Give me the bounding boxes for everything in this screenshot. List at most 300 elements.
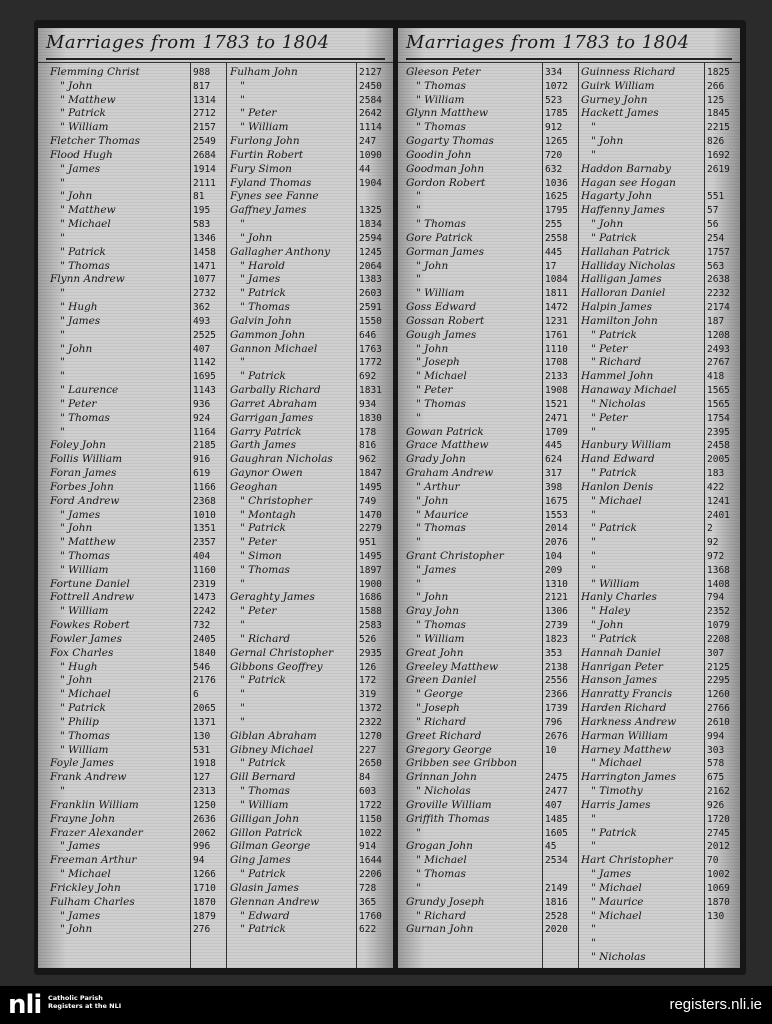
register-name-entry: Hart Christopher bbox=[581, 854, 673, 867]
register-number-entry: 578 bbox=[707, 758, 725, 770]
register-number-entry: 728 bbox=[359, 882, 377, 894]
register-number-entry: 2005 bbox=[707, 454, 730, 466]
register-number-entry: 796 bbox=[545, 716, 563, 728]
register-name-entry: Flynn Andrew bbox=[50, 273, 125, 286]
register-name-entry: " Patrick bbox=[240, 370, 286, 383]
register-name-entry: " bbox=[591, 508, 596, 521]
register-number-entry: 2935 bbox=[359, 647, 382, 659]
register-number-entry: 632 bbox=[545, 163, 563, 175]
register-number-entry: 81 bbox=[193, 191, 205, 203]
register-number-entry: 2157 bbox=[193, 122, 216, 134]
register-name-entry: " bbox=[416, 881, 421, 894]
register-name-entry: " Patrick bbox=[591, 522, 637, 535]
register-name-entry: Gibbons Geoffrey bbox=[230, 660, 323, 673]
register-number-entry: 2138 bbox=[545, 661, 568, 673]
register-name-entry: " Peter bbox=[591, 411, 628, 424]
register-number-entry: 583 bbox=[193, 219, 211, 231]
register-number-entry: 1914 bbox=[193, 163, 216, 175]
register-number-entry: 1918 bbox=[193, 758, 216, 770]
register-name-entry: " Peter bbox=[240, 107, 277, 120]
register-name-entry: " bbox=[240, 356, 245, 369]
register-name-entry: " Michael bbox=[60, 868, 111, 881]
register-number-entry: 2642 bbox=[359, 108, 382, 120]
register-name-entry: " Patrick bbox=[240, 923, 286, 936]
register-name-entry: " Nicholas bbox=[416, 785, 471, 798]
register-name-entry: Hanrigan Peter bbox=[581, 660, 663, 673]
register-number-entry: 1795 bbox=[545, 205, 568, 217]
register-number-entry: 563 bbox=[707, 260, 725, 272]
register-name-entry: " Hugh bbox=[60, 660, 98, 673]
register-name-entry: " John bbox=[591, 135, 624, 148]
register-name-entry: Gleeson Peter bbox=[406, 66, 481, 78]
register-name-entry: " Michael bbox=[60, 218, 111, 231]
register-name-entry: " Patrick bbox=[240, 757, 286, 770]
register-number-entry: 926 bbox=[707, 799, 725, 811]
register-number-entry: 1160 bbox=[193, 564, 216, 576]
right-page bbox=[398, 28, 740, 968]
register-name-entry: Fulham Charles bbox=[50, 895, 135, 908]
register-number-entry: 6 bbox=[193, 689, 199, 701]
register-number-entry: 1845 bbox=[707, 108, 730, 120]
register-number-entry: 56 bbox=[707, 219, 719, 231]
register-name-entry: " Nicholas bbox=[591, 951, 646, 963]
register-number-entry: 1686 bbox=[359, 592, 382, 604]
register-number-entry: 1084 bbox=[545, 274, 568, 286]
register-name-entry: " Thomas bbox=[60, 259, 110, 272]
register-number-entry: 1306 bbox=[545, 606, 568, 618]
register-name-entry: " bbox=[591, 923, 596, 936]
register-name-entry: " William bbox=[60, 743, 109, 756]
register-name-entry: " William bbox=[416, 287, 465, 300]
register-number-entry: 912 bbox=[545, 122, 563, 134]
register-name-entry: " bbox=[416, 273, 421, 286]
register-number-entry: 2065 bbox=[193, 703, 216, 715]
register-number-entry: 1825 bbox=[707, 67, 730, 78]
register-number-entry bbox=[707, 177, 739, 191]
register-name-entry: " William bbox=[240, 798, 289, 811]
register-number-entry: 1625 bbox=[545, 191, 568, 203]
register-name-entry: Grace Matthew bbox=[406, 439, 489, 452]
register-number-entry: 1485 bbox=[545, 813, 568, 825]
register-name-entry: Fulham John bbox=[230, 66, 298, 78]
register-number-entry: 546 bbox=[193, 661, 211, 673]
register-number-entry: 1110 bbox=[545, 343, 568, 355]
register-name-entry: Freeman Arthur bbox=[50, 854, 137, 867]
register-name-entry: " John bbox=[240, 231, 273, 244]
register-number-entry: 1695 bbox=[193, 371, 216, 383]
register-name-entry: Gribben see Gribbon bbox=[406, 757, 517, 770]
site-url-link[interactable]: registers.nli.ie bbox=[669, 996, 762, 1013]
register-name-entry: Harman William bbox=[581, 729, 669, 742]
register-number-entry: 247 bbox=[359, 136, 377, 148]
register-name-entry: " bbox=[416, 536, 421, 549]
register-name-entry: " Peter bbox=[416, 384, 453, 397]
register-number-entry: 2493 bbox=[707, 343, 730, 355]
register-name-entry: " John bbox=[416, 591, 449, 604]
register-name-entry: " bbox=[591, 549, 596, 562]
register-number-entry: 319 bbox=[359, 689, 377, 701]
register-number-entry: 531 bbox=[193, 744, 211, 756]
register-number-entry: 2528 bbox=[545, 910, 568, 922]
register-number-entry: 2185 bbox=[193, 440, 216, 452]
register-name-entry: " bbox=[416, 190, 421, 203]
register-name-entry: Gowan Patrick bbox=[406, 425, 484, 438]
register-number-entry: 936 bbox=[193, 398, 211, 410]
register-name-entry: Furtin Robert bbox=[230, 148, 304, 161]
register-name-entry: " bbox=[60, 231, 65, 244]
register-number-entry: 1588 bbox=[359, 606, 382, 618]
register-number-entry: 1266 bbox=[193, 869, 216, 881]
register-name-entry: Hallahan Patrick bbox=[581, 245, 671, 258]
register-name-entry: " Patrick bbox=[60, 107, 106, 120]
register-name-entry: Gaughran Nicholas bbox=[230, 453, 333, 466]
register-name-entry: " Nicholas bbox=[591, 397, 646, 410]
register-name-entry: " Matthew bbox=[60, 204, 116, 217]
register-name-entry: Gillon Patrick bbox=[230, 826, 303, 839]
register-name-entry: " Thomas bbox=[416, 218, 466, 231]
register-name-entry: Hackett James bbox=[581, 107, 659, 120]
register-number-entry: 1605 bbox=[545, 827, 568, 839]
register-name-entry: Furlong John bbox=[230, 135, 300, 148]
register-name-entry: Fox Charles bbox=[50, 646, 114, 659]
column-rule bbox=[190, 62, 191, 968]
register-name-entry: Halpin James bbox=[581, 301, 652, 314]
register-number-entry: 1143 bbox=[193, 385, 216, 397]
register-number-entry: 1150 bbox=[359, 813, 382, 825]
register-name-entry: " Peter bbox=[240, 536, 277, 549]
register-number-entry: 2583 bbox=[359, 620, 382, 632]
surname-column bbox=[50, 66, 188, 937]
register-name-entry: " bbox=[591, 937, 596, 950]
register-number-entry: 816 bbox=[359, 440, 377, 452]
register-name-entry: Goss Edward bbox=[406, 301, 477, 314]
register-name-entry: Green Daniel bbox=[406, 674, 477, 687]
register-number-entry: 365 bbox=[359, 896, 377, 908]
register-name-entry: Flemming Christ bbox=[50, 66, 140, 78]
register-name-entry: " Thomas bbox=[416, 868, 466, 881]
register-number-entry: 1785 bbox=[545, 108, 568, 120]
register-number-entry: 1565 bbox=[707, 385, 730, 397]
register-number-entry: 2475 bbox=[545, 772, 568, 784]
column-rule bbox=[226, 62, 227, 968]
register-name-entry: Gannon Michael bbox=[230, 342, 318, 355]
register-name-entry: Gogarty Thomas bbox=[406, 135, 494, 148]
register-name-entry: " bbox=[240, 715, 245, 728]
register-name-entry: Gregory George bbox=[406, 743, 492, 756]
register-number-entry: 2232 bbox=[707, 288, 730, 300]
register-number-entry: 2133 bbox=[545, 371, 568, 383]
register-number-entry: 1114 bbox=[359, 122, 382, 134]
register-name-entry: " Edward bbox=[240, 909, 290, 922]
nli-logo[interactable]: nli bbox=[8, 990, 42, 1020]
register-name-entry: " James bbox=[60, 909, 101, 922]
register-number-entry: 1270 bbox=[359, 730, 382, 742]
register-name-entry: " bbox=[416, 577, 421, 590]
register-name-entry: Harkness Andrew bbox=[581, 715, 677, 728]
register-number-entry: 353 bbox=[545, 647, 563, 659]
register-name-entry: " Michael bbox=[591, 881, 642, 894]
register-name-entry: Fyland Thomas bbox=[230, 176, 312, 189]
register-number-entry: 2208 bbox=[707, 633, 730, 645]
register-number-entry: 1495 bbox=[359, 550, 382, 562]
register-name-entry: Gibney Michael bbox=[230, 743, 314, 756]
register-number-entry: 126 bbox=[359, 661, 377, 673]
register-name-entry: Frazer Alexander bbox=[50, 826, 143, 839]
register-number-entry: 951 bbox=[359, 537, 377, 549]
register-name-entry: Fortune Daniel bbox=[50, 577, 130, 590]
register-number-entry: 603 bbox=[359, 786, 377, 798]
register-number-entry: 749 bbox=[359, 495, 377, 507]
register-name-entry: " Patrick bbox=[591, 632, 637, 645]
register-name-entry: " bbox=[240, 577, 245, 590]
register-name-entry: " James bbox=[591, 868, 632, 881]
register-name-entry: " Peter bbox=[240, 605, 277, 618]
register-name-entry: " bbox=[240, 79, 245, 92]
register-number-entry: 1072 bbox=[545, 80, 568, 92]
register-number-entry: 2313 bbox=[193, 786, 216, 798]
register-name-entry: " Haley bbox=[591, 605, 631, 618]
register-number-entry: 1471 bbox=[193, 260, 216, 272]
register-number-entry: 2014 bbox=[545, 523, 568, 535]
register-name-entry: " Hugh bbox=[60, 301, 98, 314]
register-number-entry: 2174 bbox=[707, 302, 730, 314]
register-number-entry: 2368 bbox=[193, 495, 216, 507]
register-number-entry: 1010 bbox=[193, 509, 216, 521]
register-name-entry: Hannah Daniel bbox=[581, 646, 661, 659]
register-number-entry: 914 bbox=[359, 841, 377, 853]
register-number-entry: 1325 bbox=[359, 205, 382, 217]
register-name-entry: Hammel John bbox=[581, 370, 654, 383]
register-number-entry: 1870 bbox=[193, 896, 216, 908]
register-name-entry: " bbox=[416, 411, 421, 424]
register-number-entry: 551 bbox=[707, 191, 725, 203]
register-name-entry: Fletcher Thomas bbox=[50, 135, 140, 148]
register-name-entry: " George bbox=[416, 688, 464, 701]
register-number-entry: 2594 bbox=[359, 232, 382, 244]
register-name-entry: " James bbox=[240, 273, 281, 286]
register-name-entry: " Laurence bbox=[60, 384, 119, 397]
register-number-entry: 1644 bbox=[359, 855, 382, 867]
register-name-entry: " bbox=[416, 204, 421, 217]
register-number-entry: 2549 bbox=[193, 136, 216, 148]
register-number-entry: 1208 bbox=[707, 329, 730, 341]
register-name-entry: Foley John bbox=[50, 439, 106, 452]
register-number-entry: 178 bbox=[359, 426, 377, 438]
register-name-entry: " bbox=[60, 425, 65, 438]
register-name-entry: " Patrick bbox=[240, 287, 286, 300]
register-name-entry: " Thomas bbox=[240, 301, 290, 314]
register-number-entry: 1473 bbox=[193, 592, 216, 604]
register-name-entry: Harris James bbox=[581, 798, 651, 811]
register-number-entry: 2242 bbox=[193, 606, 216, 618]
register-number-entry: 2739 bbox=[545, 620, 568, 632]
register-number-entry: 1090 bbox=[359, 149, 382, 161]
register-name-entry: Gough James bbox=[406, 328, 477, 341]
register-name-entry: Ford Andrew bbox=[50, 494, 120, 507]
register-name-entry: Ging James bbox=[230, 854, 291, 867]
register-name-entry: " John bbox=[60, 674, 93, 687]
register-number-entry: 2650 bbox=[359, 758, 382, 770]
register-name-entry: " William bbox=[591, 577, 640, 590]
register-number-entry: 1908 bbox=[545, 385, 568, 397]
register-number-entry: 994 bbox=[707, 730, 725, 742]
register-name-entry: Gilligan John bbox=[230, 812, 299, 825]
register-number-entry: 1831 bbox=[359, 385, 382, 397]
register-name-entry: Foyle James bbox=[50, 757, 114, 770]
register-number-entry: 334 bbox=[545, 67, 563, 78]
register-name-entry: " bbox=[240, 218, 245, 231]
register-number-entry: 2357 bbox=[193, 537, 216, 549]
register-name-entry: " Harold bbox=[240, 259, 286, 272]
register-name-entry: " James bbox=[60, 840, 101, 853]
register-number-entry: 362 bbox=[193, 302, 211, 314]
register-name-entry: Fynes see Fanne bbox=[230, 190, 319, 203]
register-name-entry: " bbox=[591, 425, 596, 438]
register-number-entry: 826 bbox=[707, 136, 725, 148]
register-number-entry: 1757 bbox=[707, 246, 730, 258]
register-name-entry: Gossan Robert bbox=[406, 314, 485, 327]
register-number-entry: 1470 bbox=[359, 509, 382, 521]
register-name-entry: " bbox=[591, 148, 596, 161]
register-number-entry: 1346 bbox=[193, 232, 216, 244]
register-name-entry: " Patrick bbox=[591, 231, 637, 244]
register-name-entry: Grant Christopher bbox=[406, 549, 504, 562]
register-number-entry: 1245 bbox=[359, 246, 382, 258]
register-name-entry: Frank Andrew bbox=[50, 771, 127, 784]
register-name-entry: Follis William bbox=[50, 453, 123, 466]
register-number-entry: 1458 bbox=[193, 246, 216, 258]
register-name-entry: " John bbox=[60, 79, 93, 92]
register-name-entry: " Matthew bbox=[60, 93, 116, 106]
register-number-entry: 1310 bbox=[545, 578, 568, 590]
register-number-entry: 916 bbox=[193, 454, 211, 466]
register-name-entry: Grinnan John bbox=[406, 771, 477, 784]
register-name-entry: Fowkes Robert bbox=[50, 619, 130, 632]
logo-caption: Catholic Parish Registers at the NLI bbox=[48, 994, 122, 1010]
register-name-entry: " bbox=[60, 328, 65, 341]
register-number-entry: 1760 bbox=[359, 910, 382, 922]
register-name-entry: " William bbox=[60, 605, 109, 618]
register-name-entry: " James bbox=[60, 508, 101, 521]
register-name-entry: Hanratty Francis bbox=[581, 688, 673, 701]
register-number-entry: 1241 bbox=[707, 495, 730, 507]
column-rule bbox=[578, 62, 579, 968]
column-rule bbox=[704, 62, 705, 968]
register-number-entry: 209 bbox=[545, 564, 563, 576]
register-name-entry: " Thomas bbox=[416, 619, 466, 632]
register-number-entry: 17 bbox=[545, 260, 557, 272]
register-number-entry: 622 bbox=[359, 924, 377, 936]
register-number-entry: 2 bbox=[707, 523, 713, 535]
register-number-entry bbox=[359, 190, 391, 204]
register-number-entry: 924 bbox=[193, 412, 211, 424]
register-name-entry: Graham Andrew bbox=[406, 467, 494, 480]
register-number-entry: 255 bbox=[545, 219, 563, 231]
register-number-entry: 70 bbox=[707, 855, 719, 867]
register-name-entry: Hagarty John bbox=[581, 190, 652, 203]
register-number-entry: 1840 bbox=[193, 647, 216, 659]
register-number-entry: 130 bbox=[193, 730, 211, 742]
register-number-entry: 2366 bbox=[545, 689, 568, 701]
register-name-entry: " John bbox=[60, 342, 93, 355]
register-number-entry: 2012 bbox=[707, 841, 730, 853]
register-name-entry: Griffith Thomas bbox=[406, 812, 490, 825]
register-number-entry: 1675 bbox=[545, 495, 568, 507]
register-name-entry: " Patrick bbox=[60, 245, 106, 258]
register-number-entry: 2534 bbox=[545, 855, 568, 867]
register-scan bbox=[34, 20, 746, 975]
register-number-entry: 195 bbox=[193, 205, 211, 217]
register-name-entry: " Arthur bbox=[416, 480, 460, 493]
register-number-entry: 1847 bbox=[359, 468, 382, 480]
register-number-entry: 1260 bbox=[707, 689, 730, 701]
register-number-entry: 1495 bbox=[359, 481, 382, 493]
register-name-entry: Harrington James bbox=[581, 771, 676, 784]
register-name-entry: Gaffney James bbox=[230, 204, 307, 217]
register-name-entry: " Michael bbox=[591, 494, 642, 507]
register-number-entry: 1709 bbox=[545, 426, 568, 438]
register-name-entry: Guirk William bbox=[581, 79, 655, 92]
register-number-entry: 1077 bbox=[193, 274, 216, 286]
register-number-entry: 2215 bbox=[707, 122, 730, 134]
register-name-entry: " Richard bbox=[591, 356, 642, 369]
register-number-entry: 1834 bbox=[359, 219, 382, 231]
register-number-entry: 10 bbox=[545, 744, 557, 756]
register-name-entry: " bbox=[591, 840, 596, 853]
register-name-entry: " Thomas bbox=[60, 729, 110, 742]
register-name-entry: Greet Richard bbox=[406, 729, 482, 742]
left-page-title: Marriages from 1783 to 1804 bbox=[46, 32, 385, 60]
register-number-entry: 2064 bbox=[359, 260, 382, 272]
register-name-entry: " Michael bbox=[591, 909, 642, 922]
register-name-entry: " Richard bbox=[240, 632, 291, 645]
register-name-entry: " Thomas bbox=[240, 563, 290, 576]
register-number-entry: 2732 bbox=[193, 288, 216, 300]
register-name-entry: Goodin John bbox=[406, 148, 472, 161]
register-name-entry: " Thomas bbox=[240, 785, 290, 798]
register-name-entry: Gore Patrick bbox=[406, 231, 473, 244]
register-name-entry: Fury Simon bbox=[230, 162, 292, 175]
register-number-entry: 276 bbox=[193, 924, 211, 936]
register-name-entry: Franklin William bbox=[50, 798, 139, 811]
register-name-entry: " Richard bbox=[416, 909, 467, 922]
register-number-entry: 1022 bbox=[359, 827, 382, 839]
register-name-entry: " Thomas bbox=[416, 121, 466, 134]
register-number-entry: 720 bbox=[545, 149, 563, 161]
register-number-entry: 2062 bbox=[193, 827, 216, 839]
surname-column bbox=[581, 66, 702, 965]
register-name-entry: Gurnan John bbox=[406, 923, 474, 936]
register-number-entry: 962 bbox=[359, 454, 377, 466]
register-name-entry: " Michael bbox=[591, 757, 642, 770]
register-number-entry: 1879 bbox=[193, 910, 216, 922]
register-name-entry: " Patrick bbox=[591, 328, 637, 341]
register-name-entry: Gill Bernard bbox=[230, 771, 296, 784]
register-number-entry: 183 bbox=[707, 468, 725, 480]
register-number-entry: 2352 bbox=[707, 606, 730, 618]
register-number-entry: 2319 bbox=[193, 578, 216, 590]
register-number-entry: 1708 bbox=[545, 357, 568, 369]
register-name-entry: Hanson James bbox=[581, 674, 658, 687]
register-name-entry: Haffenny James bbox=[581, 204, 665, 217]
register-number-entry: 523 bbox=[545, 94, 563, 106]
register-name-entry: " Philip bbox=[60, 715, 99, 728]
register-number-entry: 2584 bbox=[359, 94, 382, 106]
register-name-entry: Harney Matthew bbox=[581, 743, 672, 756]
register-name-entry: " Patrick bbox=[240, 674, 286, 687]
register-name-entry: " Richard bbox=[416, 715, 467, 728]
register-name-entry: Fottrell Andrew bbox=[50, 591, 135, 604]
